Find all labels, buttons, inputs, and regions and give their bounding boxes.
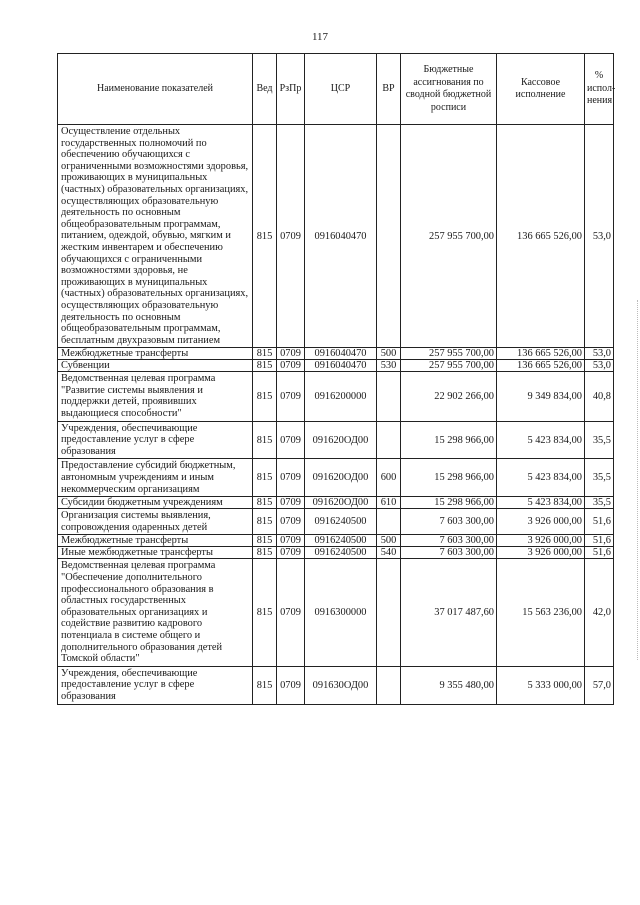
row-csr: 091620ОД00 xyxy=(305,497,377,509)
row-percent: 51,6 xyxy=(585,535,614,547)
row-percent: 57,0 xyxy=(585,666,614,704)
row-percent: 35,5 xyxy=(585,421,614,459)
row-cash: 136 665 526,00 xyxy=(497,348,585,360)
row-name: Учреждения, обеспечивающие предоставление услуг в сфере образования xyxy=(58,421,253,459)
row-rzpr: 0709 xyxy=(277,559,305,666)
row-ved: 815 xyxy=(253,666,277,704)
table-row xyxy=(58,509,614,535)
row-name: Ведомственная целевая программа "Развитие системы выявления и поддержки детей, проявивших выдающиеся способности" xyxy=(58,372,253,421)
header-name: Наименование показателей xyxy=(58,54,253,125)
table-row xyxy=(58,535,614,547)
row-vr xyxy=(377,372,401,421)
row-ved: 815 xyxy=(253,509,277,535)
row-cash: 3 926 000,00 xyxy=(497,535,585,547)
row-percent: 53,0 xyxy=(585,125,614,348)
row-rzpr: 0709 xyxy=(277,360,305,372)
row-cash: 15 563 236,00 xyxy=(497,559,585,666)
row-budget: 37 017 487,60 xyxy=(401,559,497,666)
row-name: Предоставление субсидий бюджетным, автономным учреждениям и иным некоммерческим организациям xyxy=(58,459,253,497)
scan-edge-mark xyxy=(635,300,638,660)
row-csr: 0916040470 xyxy=(305,348,377,360)
row-percent: 35,5 xyxy=(585,459,614,497)
row-percent: 51,6 xyxy=(585,509,614,535)
row-name: Ведомственная целевая программа "Обеспечение дополнительного профессионального образования в областных государственных образовательных организациях и содействие развитию кадрового потенциала в системе общего и дополнительного образования детей Томской области" xyxy=(58,559,253,666)
row-cash: 3 926 000,00 xyxy=(497,547,585,559)
row-cash: 5 423 834,00 xyxy=(497,497,585,509)
header-row xyxy=(58,54,614,125)
row-csr: 0916040470 xyxy=(305,125,377,348)
row-name: Иные межбюджетные трансферты xyxy=(58,547,253,559)
table-row xyxy=(58,497,614,509)
row-vr: 530 xyxy=(377,360,401,372)
page-number: 117 xyxy=(311,31,329,43)
table-row xyxy=(58,360,614,372)
row-csr: 0916200000 xyxy=(305,372,377,421)
row-cash: 5 423 834,00 xyxy=(497,459,585,497)
table-row xyxy=(58,666,614,704)
row-rzpr: 0709 xyxy=(277,372,305,421)
row-vr xyxy=(377,125,401,348)
row-vr: 500 xyxy=(377,348,401,360)
table-row xyxy=(58,547,614,559)
row-vr xyxy=(377,666,401,704)
row-percent: 51,6 xyxy=(585,547,614,559)
row-rzpr: 0709 xyxy=(277,459,305,497)
row-ved: 815 xyxy=(253,125,277,348)
row-rzpr: 0709 xyxy=(277,421,305,459)
row-budget: 257 955 700,00 xyxy=(401,360,497,372)
row-cash: 136 665 526,00 xyxy=(497,125,585,348)
row-csr: 091630ОД00 xyxy=(305,666,377,704)
row-ved: 815 xyxy=(253,559,277,666)
row-budget: 7 603 300,00 xyxy=(401,547,497,559)
header-cash: Кассовое исполнение xyxy=(497,54,585,125)
header-rzpr: РзПр xyxy=(277,54,305,125)
row-name: Организация системы выявления, сопровождения одаренных детей xyxy=(58,509,253,535)
row-budget: 9 355 480,00 xyxy=(401,666,497,704)
row-rzpr: 0709 xyxy=(277,535,305,547)
header-csr: ЦСР xyxy=(305,54,377,125)
row-ved: 815 xyxy=(253,497,277,509)
row-budget: 257 955 700,00 xyxy=(401,125,497,348)
table-row xyxy=(58,459,614,497)
row-vr xyxy=(377,559,401,666)
row-ved: 815 xyxy=(253,421,277,459)
row-vr: 500 xyxy=(377,535,401,547)
row-vr: 600 xyxy=(377,459,401,497)
row-rzpr: 0709 xyxy=(277,547,305,559)
table-row xyxy=(58,559,614,666)
table-row xyxy=(58,372,614,421)
row-name: Субвенции xyxy=(58,360,253,372)
row-budget: 22 902 266,00 xyxy=(401,372,497,421)
row-vr xyxy=(377,509,401,535)
row-percent: 35,5 xyxy=(585,497,614,509)
row-ved: 815 xyxy=(253,348,277,360)
row-csr: 091620ОД00 xyxy=(305,421,377,459)
row-ved: 815 xyxy=(253,535,277,547)
row-rzpr: 0709 xyxy=(277,509,305,535)
table-row xyxy=(58,421,614,459)
row-cash: 136 665 526,00 xyxy=(497,360,585,372)
row-csr: 0916040470 xyxy=(305,360,377,372)
row-csr: 0916240500 xyxy=(305,547,377,559)
row-cash: 5 423 834,00 xyxy=(497,421,585,459)
row-ved: 815 xyxy=(253,547,277,559)
row-percent: 53,0 xyxy=(585,348,614,360)
row-cash: 5 333 000,00 xyxy=(497,666,585,704)
header-percent: % испол-нения xyxy=(585,54,614,125)
row-csr: 0916240500 xyxy=(305,509,377,535)
row-cash: 9 349 834,00 xyxy=(497,372,585,421)
row-name: Межбюджетные трансферты xyxy=(58,348,253,360)
row-csr: 091620ОД00 xyxy=(305,459,377,497)
row-ved: 815 xyxy=(253,360,277,372)
row-percent: 53,0 xyxy=(585,360,614,372)
header-ved: Вед xyxy=(253,54,277,125)
row-name: Межбюджетные трансферты xyxy=(58,535,253,547)
row-budget: 15 298 966,00 xyxy=(401,459,497,497)
row-csr: 0916240500 xyxy=(305,535,377,547)
row-cash: 3 926 000,00 xyxy=(497,509,585,535)
budget-table xyxy=(57,53,614,705)
row-vr: 610 xyxy=(377,497,401,509)
row-budget: 257 955 700,00 xyxy=(401,348,497,360)
row-rzpr: 0709 xyxy=(277,348,305,360)
row-budget: 7 603 300,00 xyxy=(401,535,497,547)
row-budget: 7 603 300,00 xyxy=(401,509,497,535)
row-vr: 540 xyxy=(377,547,401,559)
row-percent: 40,8 xyxy=(585,372,614,421)
header-vr: ВР xyxy=(377,54,401,125)
row-rzpr: 0709 xyxy=(277,666,305,704)
row-rzpr: 0709 xyxy=(277,497,305,509)
table-row xyxy=(58,125,614,348)
row-name: Учреждения, обеспечивающие предоставление услуг в сфере образования xyxy=(58,666,253,704)
row-budget: 15 298 966,00 xyxy=(401,421,497,459)
row-rzpr: 0709 xyxy=(277,125,305,348)
row-ved: 815 xyxy=(253,372,277,421)
row-csr: 0916300000 xyxy=(305,559,377,666)
row-percent: 42,0 xyxy=(585,559,614,666)
row-name: Субсидии бюджетным учреждениям xyxy=(58,497,253,509)
header-budget: Бюджетные ассигнования по сводной бюджетной росписи xyxy=(401,54,497,125)
row-vr xyxy=(377,421,401,459)
row-budget: 15 298 966,00 xyxy=(401,497,497,509)
table-row xyxy=(58,348,614,360)
row-ved: 815 xyxy=(253,459,277,497)
row-name: Осуществление отдельных государственных полномочий по обеспечению обучающихся с ограниченными возможностями здоровья, проживающих в муниципальных (частных) образовательных организациях, осуществляющих образовательную деятельность по основным общеобразовательным программам, питанием, одеждой, обувью, мягким и жестким инвентарем и обеспечению обучающихся с ограниченными возможностями здоровья, не проживающих в муниципальных (частных) образовательных организациях, осуществляющих образовательную деятельность по основным общеобразовательным программам, бесплатным двухразовым питанием xyxy=(58,125,253,348)
